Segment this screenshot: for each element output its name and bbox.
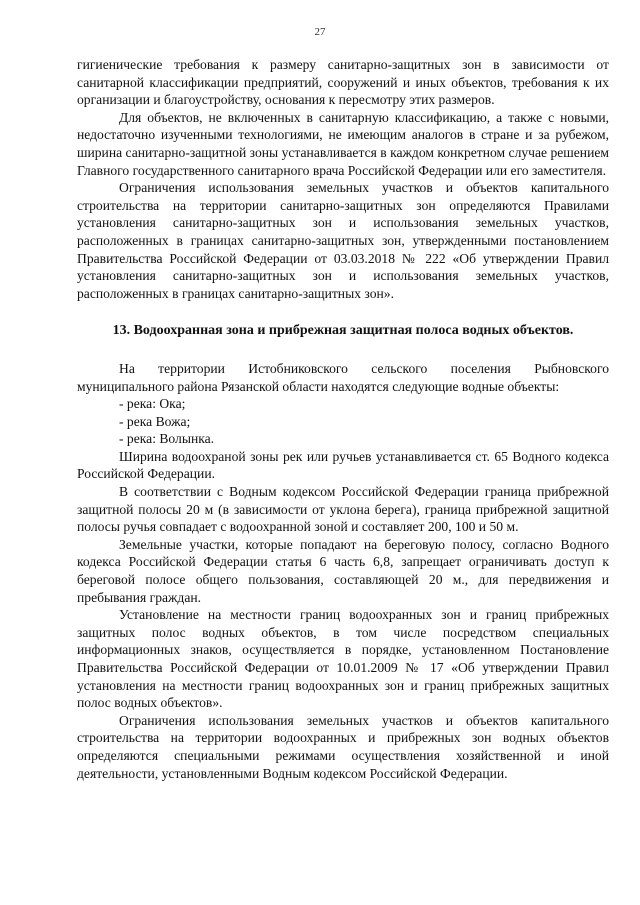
document-body — [77, 56, 609, 782]
list-item: - река: Волынка. — [119, 431, 215, 447]
paragraph-intro: На территории Истобниковского сельского поселения Рыбновского муниципального района Рязанской области находятся следующие водные объекты: — [77, 360, 609, 394]
paragraph: Земельные участки, которые попадают на береговую полосу, согласно Водного кодекса Российской Федерации статья 6 часть 6,8, запрещает ограничивать доступ к береговой полосе общего пользования, составляющей 20 м., для передвижения и пребывания граждан. — [77, 536, 609, 605]
paragraph: Ширина водоохраной зоны рек или ручьев устанавливается ст. 65 Водного кодекса Российской Федерации. — [77, 448, 609, 482]
paragraph: Установление на местности границ водоохранных зон и границ прибрежных защитных полос водных объектов, в том числе посредством специальных информационных знаков, осуществляется в порядке, установленном Постановление Правительства Российской Федерации от 10.01.2009 № 17 «Об утверждении Правил установления на местности границ водоохранных зон и границ прибрежных защитных полос водных объектов». — [77, 607, 609, 711]
list-item: - река Вожа; — [119, 413, 191, 429]
paragraph: В соответствии с Водным кодексом Российской Федерации граница прибрежной защитной полосы 20 м (в зависимости от уклона берега), граница прибрежной защитной полосы ручья совпадает с водоохранной зоной и составляет 200, 100 и 50 м. — [77, 484, 609, 535]
section-heading: 13. Водоохранная зона и прибрежная защитная полоса водных объектов. — [112, 323, 574, 339]
water-objects-list — [77, 395, 609, 448]
paragraph: Для объектов, не включенных в санитарную классификацию, а также с новыми, недостаточно изученными технологиями, не имеющим аналогов в стране и за рубежом, ширина санитарно-защитной зоны устанавливается в каждом конкретном случае решением Главного государственного санитарного врача Российской Федерации или его заместителя. — [77, 109, 609, 178]
paragraph-continuation: гигиенические требования к размеру санитарно-защитных зон в зависимости от санитарной классификации предприятий, сооружений и иных объектов, требования к их организации и благоустройству, основания к пересмотру этих размеров. — [77, 57, 609, 108]
list-item: - река: Ока; — [119, 396, 186, 412]
paragraph: Ограничения использования земельных участков и объектов капитального строительства на территории санитарно-защитных зон определяются Правилами установления санитарно-защитных зон и использования земельных участков, расположенных в границах санитарно-защитных зон, утвержденными постановлением Правительства Российской Федерации от 03.03.2018 № 222 «Об утверждении Правил установления санитарно-защитных зон и использования земельных участков, расположенных в границах санитарно-защитных зон». — [77, 180, 609, 301]
page-number: 27 — [314, 26, 326, 38]
paragraph: Ограничения использования земельных участков и объектов капитального строительства на территории водоохранных и прибрежных зон водных объектов определяются специальными режимами осуществления хозяйственной и иной деятельности, установленными Водным кодексом Российской Федерации. — [77, 712, 609, 781]
